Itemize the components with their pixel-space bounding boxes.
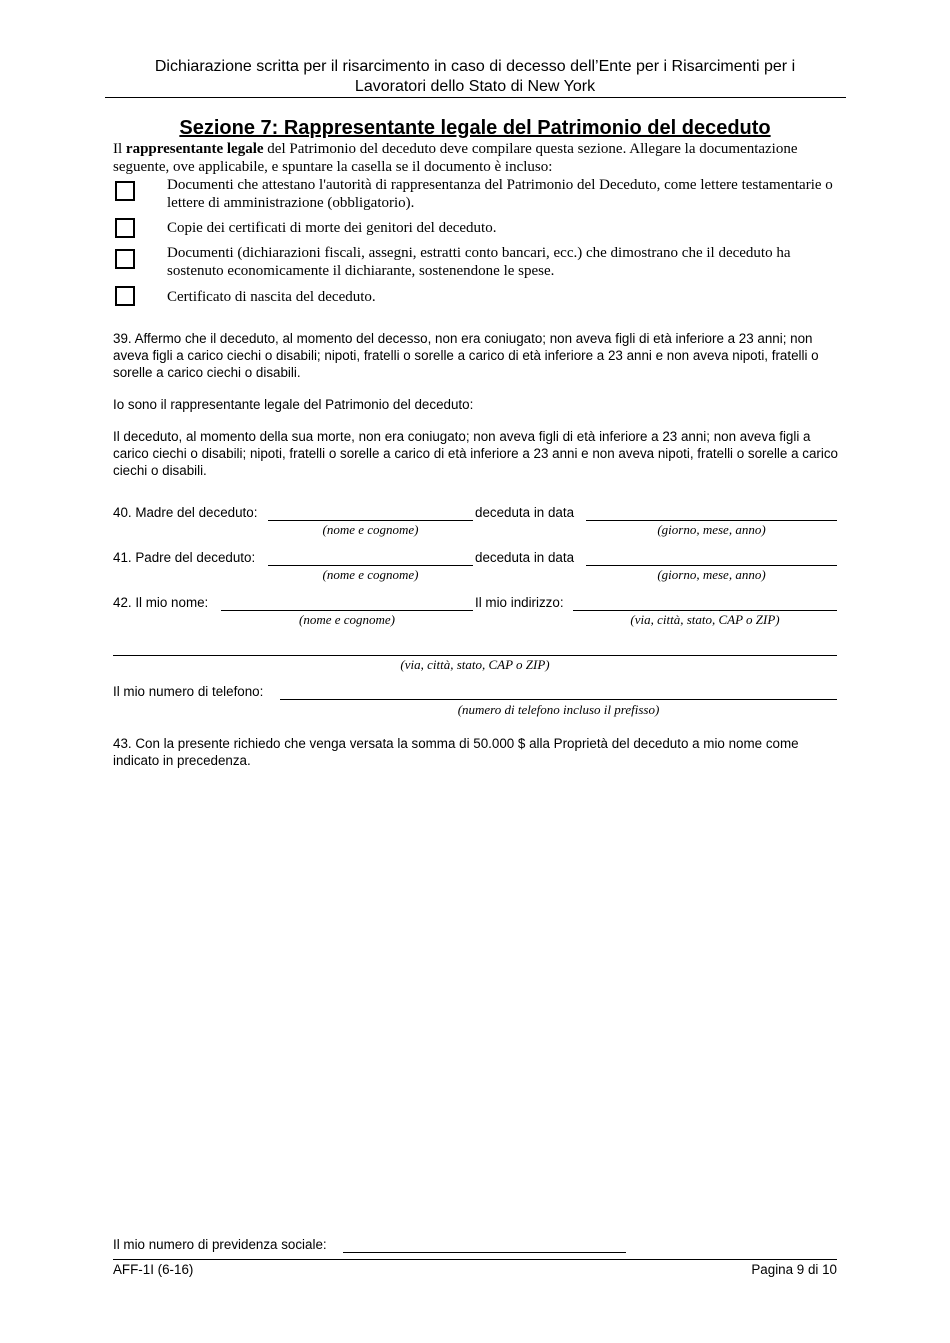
my-address-label: Il mio indirizzo: — [475, 595, 564, 610]
checklist-item-birth-certificate: Certificato di nascita del deceduto. — [167, 289, 376, 305]
section-intro — [113, 140, 843, 176]
phone-label: Il mio numero di telefono: — [113, 684, 264, 699]
father-label: 41. Padre del deceduto: — [113, 550, 256, 565]
checklist-item-authority-documents: Documenti che attestano l'autorità di rappresentanza del Patrimonio del Deceduto, come lettere testamentarie o lettere di amministrazione (obbligatorio). — [167, 177, 833, 211]
checkbox-parents-death-certificates[interactable] — [115, 218, 135, 238]
father-name-hint: (nome e cognome) — [322, 567, 419, 582]
header-title-line1: Dichiarazione scritta per il risarcimento in caso di decesso dell’Ente per i Risarcimenti per i — [154, 58, 796, 75]
my-name-label: 42. Il mio nome: — [113, 595, 209, 610]
intro-pre: Il — [113, 141, 126, 157]
my-name-field[interactable] — [221, 610, 473, 611]
document-header — [0, 57, 950, 97]
paragraph-39-affirmation: 39. Affermo che il deceduto, al momento del decesso, non era coniugato; non aveva figli di età inferiore a 23 anni; non aveva figli a carico ciechi o disabili; nipoti, fratelli o sorelle a carico di età inferiore a 23 anni e non aveva nipoti, fratelli o sorelle a carico ciechi o disabili. — [113, 331, 819, 380]
phone-field[interactable] — [280, 699, 837, 700]
checkbox-support-documents[interactable] — [115, 249, 135, 269]
mother-date-label: deceduta in data — [475, 505, 575, 520]
paragraph-deceased-status: Il deceduto, al momento della sua morte, non era coniugato; non aveva figli di età inferiore a 23 anni; non aveva figli a carico ciechi o disabili; nipoti, fratelli o sorelle a carico di età inferiore a 23 anni e non aveva nipoti, fratelli o sorelle a carico ciechi o disabili. — [113, 429, 838, 478]
father-death-date-field[interactable] — [586, 565, 837, 566]
page-number: Pagina 9 di 10 — [751, 1262, 837, 1277]
my-name-hint: (nome e cognome) — [298, 612, 395, 627]
mother-label: 40. Madre del deceduto: — [113, 505, 258, 520]
form-id: AFF-1I (6-16) — [113, 1262, 194, 1277]
checkbox-birth-certificate[interactable] — [115, 286, 135, 306]
paragraph-legal-representative: Io sono il rappresentante legale del Patrimonio del deceduto: — [113, 397, 474, 412]
my-address-line2-hint: (via, città, stato, CAP o ZIP) — [400, 657, 550, 672]
intro-bold: rappresentante legale — [125, 141, 264, 157]
father-date-hint: (giorno, mese, anno) — [657, 567, 766, 582]
father-name-field[interactable] — [268, 565, 473, 566]
ssn-field[interactable] — [343, 1252, 626, 1253]
phone-hint: (numero di telefono incluso il prefisso) — [457, 702, 660, 717]
ssn-label: Il mio numero di previdenza sociale: — [113, 1237, 327, 1252]
mother-name-hint: (nome e cognome) — [322, 522, 419, 537]
mother-name-field[interactable] — [268, 520, 473, 521]
intro-post: del Patrimonio del deceduto deve compilare questa sezione. Allegare la documentazione seguente, ove applicabile, e spuntare la casella se il documento è incluso: — [113, 141, 798, 175]
section-title: Sezione 7: Rappresentante legale del Patrimonio del deceduto — [179, 117, 771, 139]
header-divider — [105, 97, 846, 98]
checkbox-authority-documents[interactable] — [115, 181, 135, 201]
checklist-item-support-documents: Documenti (dichiarazioni fiscali, assegni, estratti conto bancari, ecc.) che dimostrano che il deceduto ha sostenuto economicamente il dichiarante, sostenendone le spese. — [167, 245, 791, 279]
mother-death-date-field[interactable] — [586, 520, 837, 521]
header-title-line2: Lavoratori dello Stato di New York — [354, 78, 596, 95]
paragraph-43-request: 43. Con la presente richiedo che venga versata la somma di 50.000 $ alla Proprietà del deceduto a mio nome come indicato in precedenza. — [113, 736, 799, 768]
footer-divider — [113, 1259, 837, 1260]
my-address-line2-field[interactable] — [113, 655, 837, 656]
checklist-item-parents-death-certificates: Copie dei certificati di morte dei genitori del deceduto. — [167, 220, 497, 236]
my-address-field[interactable] — [573, 610, 837, 611]
my-address-hint: (via, città, stato, CAP o ZIP) — [630, 612, 780, 627]
mother-date-hint: (giorno, mese, anno) — [657, 522, 766, 537]
father-date-label: deceduta in data — [475, 550, 575, 565]
